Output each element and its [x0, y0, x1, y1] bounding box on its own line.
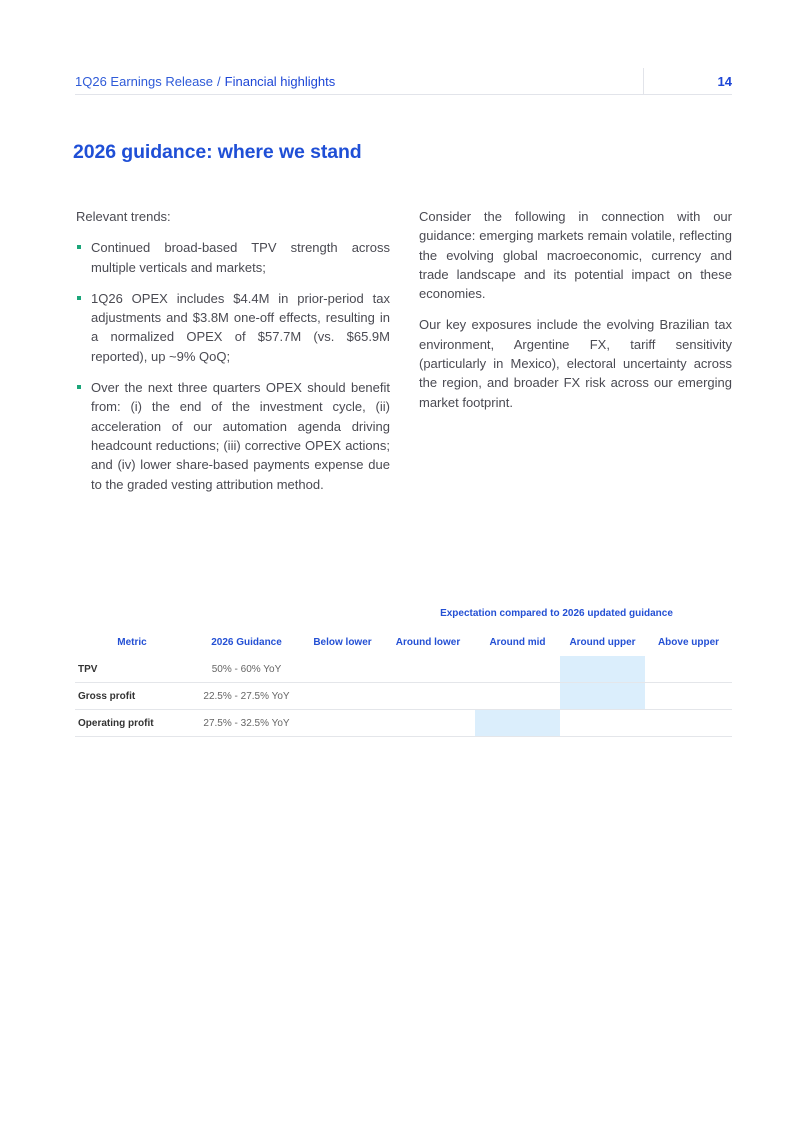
trends-list	[76, 238, 390, 494]
list-item	[76, 378, 390, 494]
breadcrumb-root[interactable]: 1Q26 Earnings Release	[75, 74, 214, 89]
breadcrumb-separator: /	[217, 74, 221, 89]
expectation-cell	[645, 656, 732, 683]
table-row	[75, 683, 732, 710]
list-item-text: Continued broad-based TPV strength across multiple verticals and markets;	[91, 240, 390, 275]
expectation-cell	[560, 710, 645, 737]
expectation-cell	[645, 710, 732, 737]
guidance-cell: 27.5% - 32.5% YoY	[189, 710, 304, 737]
metric-cell: Gross profit	[75, 683, 189, 710]
expectation-cell	[381, 710, 475, 737]
trends-intro: Relevant trends:	[76, 209, 171, 224]
expectation-highlight-cell	[560, 683, 645, 710]
column-header: Below lower	[313, 637, 372, 648]
trends-column	[76, 207, 390, 506]
column-header: Metric	[117, 637, 147, 648]
expectation-cell	[475, 656, 560, 683]
table-header-row	[75, 629, 732, 656]
table-super-header: Expectation compared to 2026 updated guidance	[440, 608, 673, 619]
guidance-cell: 22.5% - 27.5% YoY	[189, 683, 304, 710]
page-number: 14	[717, 74, 732, 89]
metric-cell: Operating profit	[75, 710, 189, 737]
expectation-highlight-cell	[560, 656, 645, 683]
expectation-cell	[304, 656, 381, 683]
expectation-cell	[304, 710, 381, 737]
square-bullet-icon	[77, 296, 81, 300]
column-header: Around lower	[395, 637, 461, 648]
column-header: Around mid	[489, 637, 546, 648]
page-title: 2026 guidance: where we stand	[73, 141, 362, 163]
table-row	[75, 710, 732, 737]
column-header: 2026 Guidance	[211, 637, 282, 648]
expectation-highlight-cell	[475, 710, 560, 737]
header-divider	[643, 68, 644, 94]
breadcrumb-current[interactable]: Financial highlights	[224, 74, 336, 89]
guidance-cell: 50% - 60% YoY	[189, 656, 304, 683]
expectation-cell	[381, 683, 475, 710]
square-bullet-icon	[77, 385, 81, 389]
metric-cell: TPV	[75, 656, 189, 683]
column-header: Around upper	[569, 637, 636, 648]
expectation-cell	[475, 683, 560, 710]
exposures-paragraph: Our key exposures include the evolving Brazilian tax environment, Argentine FX, tariff sensitivity (particularly in Mexico), electoral uncertainty across the region, and broader FX risk across our emerging market footprint.	[419, 317, 732, 410]
square-bullet-icon	[77, 245, 81, 249]
list-item-text: Over the next three quarters OPEX should benefit from: (i) the end of the investment cycle, (ii) acceleration of our automation agenda driving headcount reductions; (iii) corrective OPEX actions; and (iv) lower share-based payments expense due to the graded vesting attribution method.	[91, 380, 390, 492]
page-header	[75, 68, 732, 95]
list-item	[76, 238, 390, 277]
list-item-text: 1Q26 OPEX includes $4.4M in prior-period tax adjustments and $3.8M one-off effects, resulting in a normalized OPEX of $57.7M (vs. $65.9M reported), up ~9% QoQ;	[91, 290, 390, 364]
list-item	[76, 289, 390, 366]
breadcrumb	[75, 74, 335, 89]
expectation-cell	[304, 683, 381, 710]
guidance-table	[75, 629, 732, 737]
considerations-paragraph: Consider the following in connection with our guidance: emerging markets remain volatile, reflecting the evolving global macroeconomic, currency and trade landscape and its potential impact on these economies.	[419, 209, 732, 302]
expectation-cell	[645, 683, 732, 710]
expectation-cell	[381, 656, 475, 683]
table-row	[75, 656, 732, 683]
considerations-column	[419, 207, 732, 412]
column-header: Above upper	[657, 637, 720, 648]
